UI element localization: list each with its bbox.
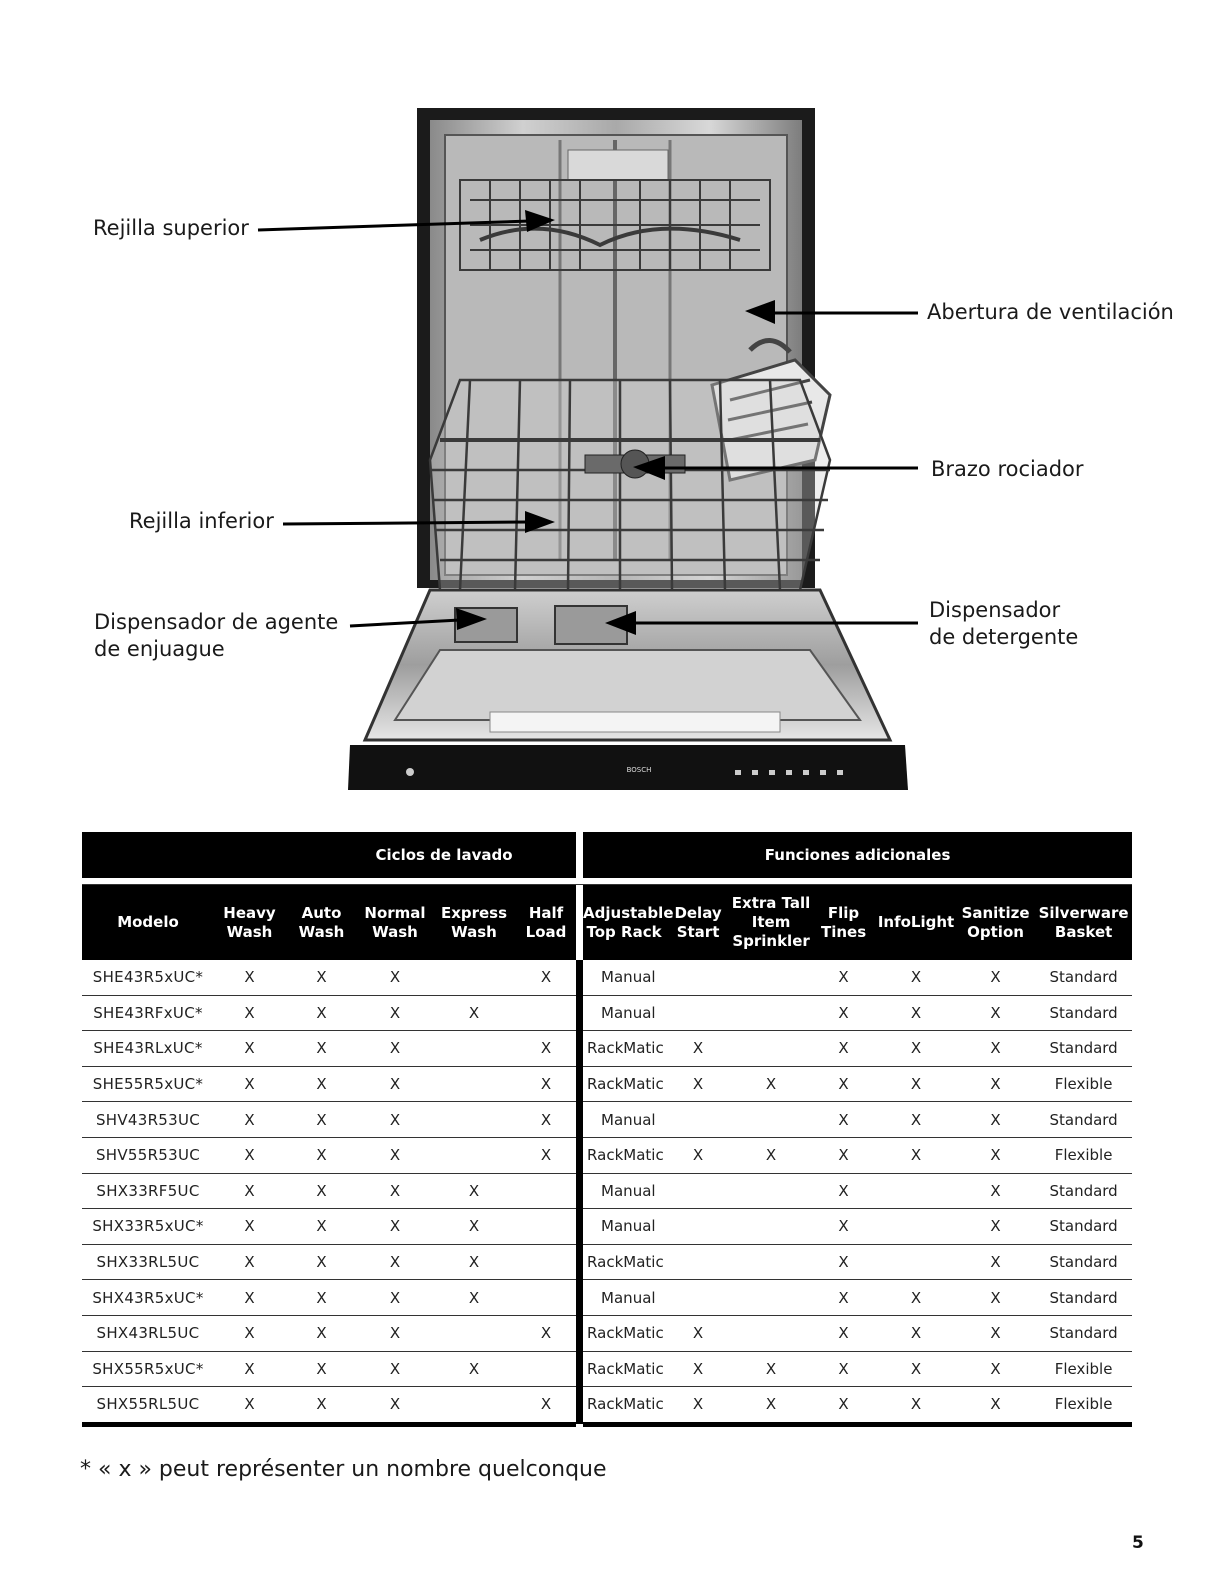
cell-normal-wash: X <box>358 1244 432 1280</box>
cell-express-wash <box>432 1387 516 1425</box>
cell-auto-wash: X <box>285 1351 358 1387</box>
group-divider <box>576 1066 583 1102</box>
table-row <box>82 1066 1132 1102</box>
cell-delay-start: X <box>665 1315 731 1351</box>
cell-silverware-basket: Flexible <box>1035 1351 1132 1387</box>
callout-detergent-line1: Dispensador <box>929 598 1061 622</box>
cell-extra-tall-item-sprinkler: X <box>731 1387 811 1425</box>
col-header-text: Normal <box>364 903 426 922</box>
cell-delay-start: X <box>665 1137 731 1173</box>
cell-half-load: X <box>516 1066 576 1102</box>
cell-infolight: X <box>876 995 956 1031</box>
cell-extra-tall-item-sprinkler: X <box>731 1066 811 1102</box>
cell-express-wash: X <box>432 1244 516 1280</box>
cell-adjustable-top-rack: Manual <box>583 960 665 995</box>
group-header-features: Funciones adicionales <box>583 832 1132 878</box>
cell-model: SHX33RL5UC <box>82 1244 214 1280</box>
cell-sanitize-option: X <box>956 1137 1035 1173</box>
group-divider <box>576 1102 583 1138</box>
table-row <box>82 1280 1132 1316</box>
table-row <box>82 1173 1132 1209</box>
cell-adjustable-top-rack: Manual <box>583 1280 665 1316</box>
cell-normal-wash: X <box>358 1315 432 1351</box>
cell-flip-tines: X <box>811 1066 876 1102</box>
col-header-heavy-wash <box>214 885 285 961</box>
cell-sanitize-option: X <box>956 1102 1035 1138</box>
cell-heavy-wash: X <box>214 1209 285 1245</box>
cell-delay-start: X <box>665 1066 731 1102</box>
cell-adjustable-top-rack: RackMatic <box>583 1351 665 1387</box>
cell-half-load <box>516 1173 576 1209</box>
cell-silverware-basket: Standard <box>1035 960 1132 995</box>
cell-heavy-wash: X <box>214 1351 285 1387</box>
col-header-text: Wash <box>226 922 273 941</box>
callout-lower-rack: Rejilla inferior <box>129 509 274 533</box>
cell-express-wash <box>432 1137 516 1173</box>
cell-normal-wash: X <box>358 1351 432 1387</box>
cell-auto-wash: X <box>285 960 358 995</box>
cell-delay-start: X <box>665 1031 731 1067</box>
cell-sanitize-option: X <box>956 1315 1035 1351</box>
cell-auto-wash: X <box>285 1315 358 1351</box>
cell-flip-tines: X <box>811 1280 876 1316</box>
cell-normal-wash: X <box>358 1173 432 1209</box>
cell-infolight: X <box>876 1387 956 1425</box>
cell-infolight <box>876 1244 956 1280</box>
cell-heavy-wash: X <box>214 1387 285 1425</box>
cell-flip-tines: X <box>811 1387 876 1425</box>
cell-silverware-basket: Flexible <box>1035 1066 1132 1102</box>
col-header-normal-wash <box>358 885 432 961</box>
cell-model: SHE43RFxUC* <box>82 995 214 1031</box>
cell-infolight: X <box>876 1315 956 1351</box>
col-header-auto-wash <box>285 885 358 961</box>
col-header-text: Basket <box>1054 922 1113 941</box>
cell-extra-tall-item-sprinkler <box>731 1280 811 1316</box>
table-row <box>82 1351 1132 1387</box>
col-header-model-text: Modelo <box>117 913 179 931</box>
cell-delay-start <box>665 1209 731 1245</box>
table-row <box>82 960 1132 995</box>
cell-flip-tines: X <box>811 1137 876 1173</box>
cell-flip-tines: X <box>811 995 876 1031</box>
callout-upper-rack: Rejilla superior <box>93 216 249 240</box>
cell-model: SHV43R53UC <box>82 1102 214 1138</box>
cell-infolight: X <box>876 1066 956 1102</box>
cell-express-wash: X <box>432 1280 516 1316</box>
col-header-text: Auto <box>301 903 342 922</box>
cell-silverware-basket: Standard <box>1035 995 1132 1031</box>
cell-sanitize-option: X <box>956 1280 1035 1316</box>
col-header-text: Option <box>967 922 1024 941</box>
col-header-text: Heavy <box>223 903 276 922</box>
cell-adjustable-top-rack: Manual <box>583 1173 665 1209</box>
cell-auto-wash: X <box>285 1031 358 1067</box>
cell-auto-wash: X <box>285 1137 358 1173</box>
cell-delay-start <box>665 1102 731 1138</box>
cell-auto-wash: X <box>285 1066 358 1102</box>
cell-express-wash <box>432 960 516 995</box>
cell-model: SHE55R5xUC* <box>82 1066 214 1102</box>
col-header-text: Item <box>751 913 791 931</box>
cell-flip-tines: X <box>811 1244 876 1280</box>
col-header-infolight <box>876 885 956 961</box>
col-header-text: InfoLight <box>877 913 955 931</box>
cell-half-load <box>516 995 576 1031</box>
callout-rinse-aid-line1: Dispensador de agente <box>94 610 339 634</box>
col-header-text: Load <box>525 922 567 941</box>
cell-delay-start <box>665 960 731 995</box>
cell-model: SHX33R5xUC* <box>82 1209 214 1245</box>
cell-delay-start <box>665 995 731 1031</box>
cell-sanitize-option: X <box>956 960 1035 995</box>
lower-rack <box>430 380 830 590</box>
cell-adjustable-top-rack: RackMatic <box>583 1031 665 1067</box>
col-header-text: Sprinkler <box>732 932 810 950</box>
cell-express-wash: X <box>432 1209 516 1245</box>
cell-extra-tall-item-sprinkler <box>731 960 811 995</box>
cell-half-load: X <box>516 1137 576 1173</box>
cell-flip-tines: X <box>811 1351 876 1387</box>
cell-normal-wash: X <box>358 1031 432 1067</box>
col-header-text: Silverware <box>1038 903 1129 922</box>
cell-model: SHX43R5xUC* <box>82 1280 214 1316</box>
cell-heavy-wash: X <box>214 1280 285 1316</box>
cell-flip-tines: X <box>811 1315 876 1351</box>
cell-sanitize-option: X <box>956 1173 1035 1209</box>
col-header-delay-start <box>665 885 731 961</box>
col-header-silverware-basket <box>1035 885 1132 961</box>
cell-infolight: X <box>876 1280 956 1316</box>
group-divider <box>576 1280 583 1316</box>
cell-sanitize-option: X <box>956 1351 1035 1387</box>
group-header-wash-cycles: Ciclos de lavado <box>82 832 576 878</box>
cell-heavy-wash: X <box>214 1173 285 1209</box>
open-door <box>365 590 890 740</box>
cell-adjustable-top-rack: Manual <box>583 1102 665 1138</box>
cell-sanitize-option: X <box>956 1066 1035 1102</box>
group-divider <box>576 960 583 995</box>
cell-infolight: X <box>876 960 956 995</box>
cell-auto-wash: X <box>285 1209 358 1245</box>
cell-auto-wash: X <box>285 1244 358 1280</box>
cell-adjustable-top-rack: RackMatic <box>583 1315 665 1351</box>
col-header-text: Sanitize <box>961 903 1030 922</box>
cell-model: SHX55RL5UC <box>82 1387 214 1425</box>
cell-sanitize-option: X <box>956 1244 1035 1280</box>
cell-half-load: X <box>516 1387 576 1425</box>
callout-rinse-aid-line2: de enjuague <box>94 637 225 661</box>
cell-extra-tall-item-sprinkler <box>731 1209 811 1245</box>
cell-silverware-basket: Standard <box>1035 1315 1132 1351</box>
cell-infolight <box>876 1173 956 1209</box>
cell-adjustable-top-rack: RackMatic <box>583 1066 665 1102</box>
cell-adjustable-top-rack: RackMatic <box>583 1137 665 1173</box>
cell-heavy-wash: X <box>214 960 285 995</box>
group-divider <box>576 1209 583 1245</box>
cell-heavy-wash: X <box>214 995 285 1031</box>
col-header-express-wash <box>432 885 516 961</box>
col-header-text: Start <box>676 922 720 941</box>
table-row <box>82 1209 1132 1245</box>
cell-sanitize-option: X <box>956 1031 1035 1067</box>
cell-extra-tall-item-sprinkler <box>731 995 811 1031</box>
cell-heavy-wash: X <box>214 1102 285 1138</box>
col-header-text: Delay <box>674 903 722 922</box>
cell-silverware-basket: Standard <box>1035 1031 1132 1067</box>
cell-sanitize-option: X <box>956 1387 1035 1425</box>
group-divider <box>576 995 583 1031</box>
group-divider <box>576 1244 583 1280</box>
cell-normal-wash: X <box>358 1102 432 1138</box>
table-row <box>82 995 1132 1031</box>
cell-model: SHE43RLxUC* <box>82 1031 214 1067</box>
cell-flip-tines: X <box>811 960 876 995</box>
cell-normal-wash: X <box>358 960 432 995</box>
cell-flip-tines: X <box>811 1209 876 1245</box>
col-header-text: Top Rack <box>586 922 662 941</box>
cell-express-wash: X <box>432 1351 516 1387</box>
col-header-text: Express <box>440 903 508 922</box>
cell-half-load <box>516 1209 576 1245</box>
cell-adjustable-top-rack: RackMatic <box>583 1244 665 1280</box>
group-divider <box>576 832 583 878</box>
cell-delay-start: X <box>665 1387 731 1425</box>
cell-half-load: X <box>516 960 576 995</box>
group-divider <box>576 1315 583 1351</box>
table-body <box>82 960 1132 1424</box>
group-divider <box>576 1387 583 1425</box>
cell-heavy-wash: X <box>214 1066 285 1102</box>
cell-silverware-basket: Flexible <box>1035 1137 1132 1173</box>
group-divider <box>576 885 583 961</box>
col-header-text: Flip <box>827 903 860 922</box>
cell-auto-wash: X <box>285 1102 358 1138</box>
cell-model: SHX33RF5UC <box>82 1173 214 1209</box>
cell-extra-tall-item-sprinkler <box>731 1173 811 1209</box>
footnote: * « x » peut représenter un nombre quelconque <box>80 1457 607 1482</box>
cell-half-load <box>516 1244 576 1280</box>
table-row <box>82 1031 1132 1067</box>
cell-delay-start <box>665 1173 731 1209</box>
col-header-model <box>82 885 214 961</box>
cell-silverware-basket: Standard <box>1035 1102 1132 1138</box>
cell-silverware-basket: Standard <box>1035 1244 1132 1280</box>
cell-half-load <box>516 1351 576 1387</box>
cell-half-load: X <box>516 1102 576 1138</box>
cell-silverware-basket: Flexible <box>1035 1387 1132 1425</box>
cell-adjustable-top-rack: Manual <box>583 995 665 1031</box>
cell-heavy-wash: X <box>214 1315 285 1351</box>
cell-heavy-wash: X <box>214 1031 285 1067</box>
cell-infolight: X <box>876 1102 956 1138</box>
cell-express-wash: X <box>432 995 516 1031</box>
cell-normal-wash: X <box>358 1387 432 1425</box>
cell-silverware-basket: Standard <box>1035 1209 1132 1245</box>
table-row <box>82 1315 1132 1351</box>
cell-normal-wash: X <box>358 1066 432 1102</box>
cell-extra-tall-item-sprinkler: X <box>731 1137 811 1173</box>
cell-normal-wash: X <box>358 1209 432 1245</box>
cell-auto-wash: X <box>285 995 358 1031</box>
cell-extra-tall-item-sprinkler <box>731 1315 811 1351</box>
cell-express-wash: X <box>432 1173 516 1209</box>
col-header-text: Extra Tall <box>731 894 811 912</box>
callout-vent: Abertura de ventilación <box>927 300 1174 324</box>
cell-delay-start <box>665 1280 731 1316</box>
col-header-sanitize-option <box>956 885 1035 961</box>
cell-normal-wash: X <box>358 1280 432 1316</box>
col-header-text: Wash <box>451 922 497 941</box>
cell-half-load: X <box>516 1031 576 1067</box>
cell-heavy-wash: X <box>214 1244 285 1280</box>
page-number: 5 <box>1132 1533 1144 1553</box>
callout-spray-arm: Brazo rociador <box>931 457 1084 481</box>
cell-adjustable-top-rack: Manual <box>583 1209 665 1245</box>
cell-extra-tall-item-sprinkler: X <box>731 1351 811 1387</box>
cell-half-load <box>516 1280 576 1316</box>
col-header-extra-tall-item-sprinkler <box>731 885 811 961</box>
col-header-text: Half <box>528 903 564 922</box>
cell-model: SHX55R5xUC* <box>82 1351 214 1387</box>
control-panel <box>348 745 908 790</box>
col-header-text: Adjustable <box>583 903 674 922</box>
cell-extra-tall-item-sprinkler <box>731 1031 811 1067</box>
cell-sanitize-option: X <box>956 995 1035 1031</box>
cell-model: SHX43RL5UC <box>82 1315 214 1351</box>
col-header-half-load <box>516 885 576 961</box>
cell-normal-wash: X <box>358 1137 432 1173</box>
cell-flip-tines: X <box>811 1173 876 1209</box>
cell-model: SHE43R5xUC* <box>82 960 214 995</box>
cell-auto-wash: X <box>285 1173 358 1209</box>
cell-delay-start <box>665 1244 731 1280</box>
cell-adjustable-top-rack: RackMatic <box>583 1387 665 1425</box>
cell-silverware-basket: Standard <box>1035 1280 1132 1316</box>
cell-infolight: X <box>876 1137 956 1173</box>
col-header-adjustable-top-rack <box>583 885 674 961</box>
cell-heavy-wash: X <box>214 1137 285 1173</box>
cell-infolight: X <box>876 1031 956 1067</box>
cell-infolight <box>876 1209 956 1245</box>
cell-normal-wash: X <box>358 995 432 1031</box>
group-divider <box>576 1137 583 1173</box>
col-header-text: Tines <box>820 922 867 941</box>
cell-express-wash <box>432 1315 516 1351</box>
model-features-table <box>82 832 1132 1427</box>
cell-extra-tall-item-sprinkler <box>731 1102 811 1138</box>
table-row <box>82 1102 1132 1138</box>
col-header-flip-tines <box>811 885 876 961</box>
cell-auto-wash: X <box>285 1280 358 1316</box>
cell-extra-tall-item-sprinkler <box>731 1244 811 1280</box>
table-row <box>82 1244 1132 1280</box>
cell-flip-tines: X <box>811 1031 876 1067</box>
col-header-text: Wash <box>372 922 418 941</box>
callout-detergent-line2: de detergente <box>929 625 1079 649</box>
cell-express-wash <box>432 1066 516 1102</box>
cell-half-load: X <box>516 1315 576 1351</box>
table-row <box>82 1137 1132 1173</box>
cell-auto-wash: X <box>285 1387 358 1425</box>
cell-delay-start: X <box>665 1351 731 1387</box>
cell-model: SHV55R53UC <box>82 1137 214 1173</box>
cell-express-wash <box>432 1102 516 1138</box>
table-row <box>82 1387 1132 1425</box>
cell-sanitize-option: X <box>956 1209 1035 1245</box>
cell-express-wash <box>432 1031 516 1067</box>
cell-flip-tines: X <box>811 1102 876 1138</box>
cell-silverware-basket: Standard <box>1035 1173 1132 1209</box>
group-divider <box>576 1031 583 1067</box>
group-divider <box>576 1173 583 1209</box>
col-header-text: Wash <box>298 922 345 941</box>
cell-infolight: X <box>876 1351 956 1387</box>
brand-logo: BOSCH <box>626 766 652 774</box>
group-divider <box>576 1351 583 1387</box>
